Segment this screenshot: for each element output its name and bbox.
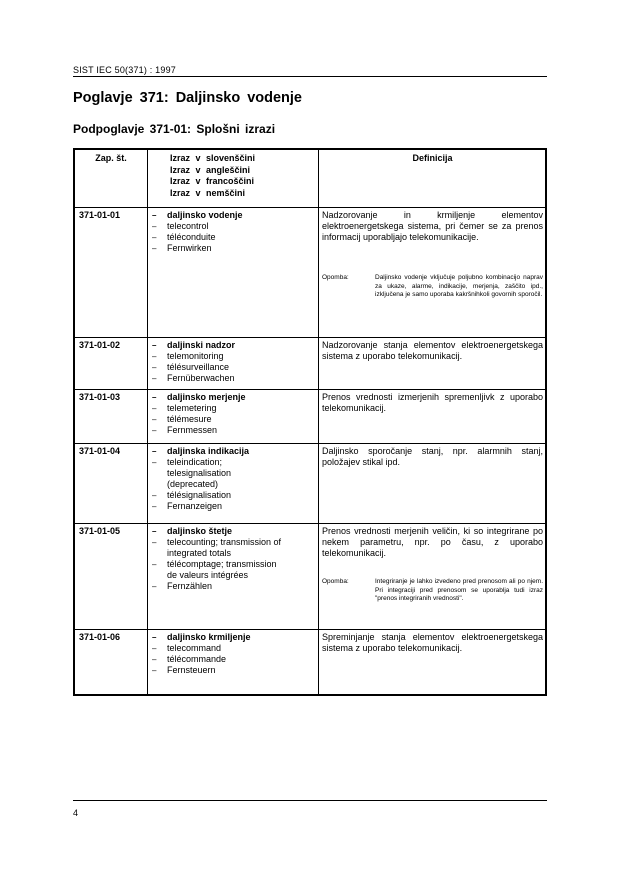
row-divider: [75, 389, 545, 390]
term-german: – Fernzählen: [152, 581, 213, 591]
term-slovenian: – daljinsko krmiljenje: [152, 632, 251, 642]
column-header-terms: [170, 153, 255, 199]
column-header-term-line: Izraz v nemščini: [170, 187, 246, 198]
term-list: [152, 340, 316, 384]
term-slovenian: – daljinska indikacija: [152, 446, 250, 456]
term-english-continued: integrated totals: [167, 548, 232, 558]
column-divider: [318, 150, 319, 694]
column-header-term-line: Izraz v angleščini: [170, 164, 251, 175]
term-german: – Fernwirken: [152, 243, 212, 253]
term-list: [152, 632, 316, 676]
definition-note: [322, 578, 543, 604]
term-english-continued: (deprecated): [167, 479, 219, 489]
column-header-term-line: Izraz v slovenščini: [170, 153, 256, 163]
term-english: – telemetering: [152, 403, 217, 413]
row-divider: [75, 629, 545, 630]
term-english: – telemonitoring: [152, 351, 224, 361]
header-rule: [73, 76, 547, 77]
terms-table: [73, 148, 547, 696]
term-number: 371-01-03: [79, 392, 121, 402]
row-divider: [75, 523, 545, 524]
column-header-definition: Definicija: [412, 153, 453, 163]
term-list: [152, 210, 316, 254]
row-divider: [75, 207, 545, 208]
term-list: [152, 526, 316, 592]
footer-rule: [73, 800, 547, 801]
term-number: 371-01-06: [79, 632, 121, 642]
note-label: Opomba:: [322, 274, 349, 281]
term-slovenian: – daljinsko štetje: [152, 526, 233, 536]
term-slovenian: – daljinski nadzor: [152, 340, 236, 350]
term-number: 371-01-02: [79, 340, 121, 350]
definition-text: Nadzorovanje stanja elementov elektroenergetskega sistema z uporabo telekomunikacij.: [322, 340, 543, 361]
note-label: Opomba:: [322, 578, 349, 585]
column-header-term-line: Izraz v francoščini: [170, 176, 255, 186]
column-divider: [147, 150, 148, 694]
term-english: – telecommand: [152, 643, 222, 653]
note-text: Integriranje je lahko izvedeno pred prenosom ali po njem. Pri integraciji pred prenosom se uporablja tudi izraz "prenos integriranih vrednosti".: [375, 578, 543, 602]
definition-note: [322, 274, 543, 300]
definition-text: Daljinsko sporočanje stanj, npr. alarmnih stanj, položajev stikal ipd.: [322, 446, 543, 467]
page-number: 4: [73, 808, 79, 818]
term-german: – Fernanzeigen: [152, 501, 223, 511]
term-number: 371-01-01: [79, 210, 121, 220]
term-list: [152, 446, 316, 512]
term-french: – télécommande: [152, 654, 227, 664]
term-number: 371-01-05: [79, 526, 121, 536]
definition-text: Spreminjanje stanja elementov elektroenergetskega sistema z uporabo telekomunikacij.: [322, 632, 543, 653]
definition-text: Prenos vrednosti izmerjenih spremenljivk z uporabo telekomunikacij.: [322, 392, 543, 413]
subchapter-title: Podpoglavje 371-01: Splošni izrazi: [73, 122, 276, 136]
term-french: – téléconduite: [152, 232, 216, 242]
term-french-continued: de valeurs intégrées: [167, 570, 249, 580]
column-header-number: Zap. št.: [95, 153, 127, 163]
note-text: Daljinsko vodenje vključuje poljubno kombinacijo naprav za ukaze, alarme, indikacije, merjenja, zaščito ipd., izključena je samo uporaba kakršnihkoli govornih sporočil.: [375, 274, 543, 298]
running-header: SIST IEC 50(371) : 1997: [73, 65, 176, 75]
definition-text: Prenos vrednosti merjenih veličin, ki so integrirane po nekem parametru, npr. po času, z uporabo telekomunikacij.: [322, 526, 543, 558]
term-english: – telecounting; transmission of: [152, 537, 282, 547]
term-french: – télésignalisation: [152, 490, 232, 500]
term-german: – Fernmessen: [152, 425, 218, 435]
term-german: – Fernüberwachen: [152, 373, 235, 383]
definition-text: Nadzorovanje in krmiljenje elementov elektroenergetskega sistema, pri čemer se za prenos informacij uporabljajo telekomunikacije.: [322, 210, 543, 242]
term-french: – télémesure: [152, 414, 212, 424]
term-slovenian: – daljinsko merjenje: [152, 392, 246, 402]
term-number: 371-01-04: [79, 446, 121, 456]
chapter-title: Poglavje 371: Daljinsko vodenje: [73, 90, 302, 106]
term-list: [152, 392, 316, 436]
row-divider: [75, 337, 545, 338]
term-english: – teleindication;: [152, 457, 223, 467]
term-french: – télésurveillance: [152, 362, 230, 372]
term-english: – telecontrol: [152, 221, 209, 231]
term-german: – Fernsteuern: [152, 665, 216, 675]
term-slovenian: – daljinsko vodenje: [152, 210, 243, 220]
term-english-continued: telesignalisation: [167, 468, 232, 478]
term-french: – télécomptage; transmission: [152, 559, 277, 569]
row-divider: [75, 443, 545, 444]
